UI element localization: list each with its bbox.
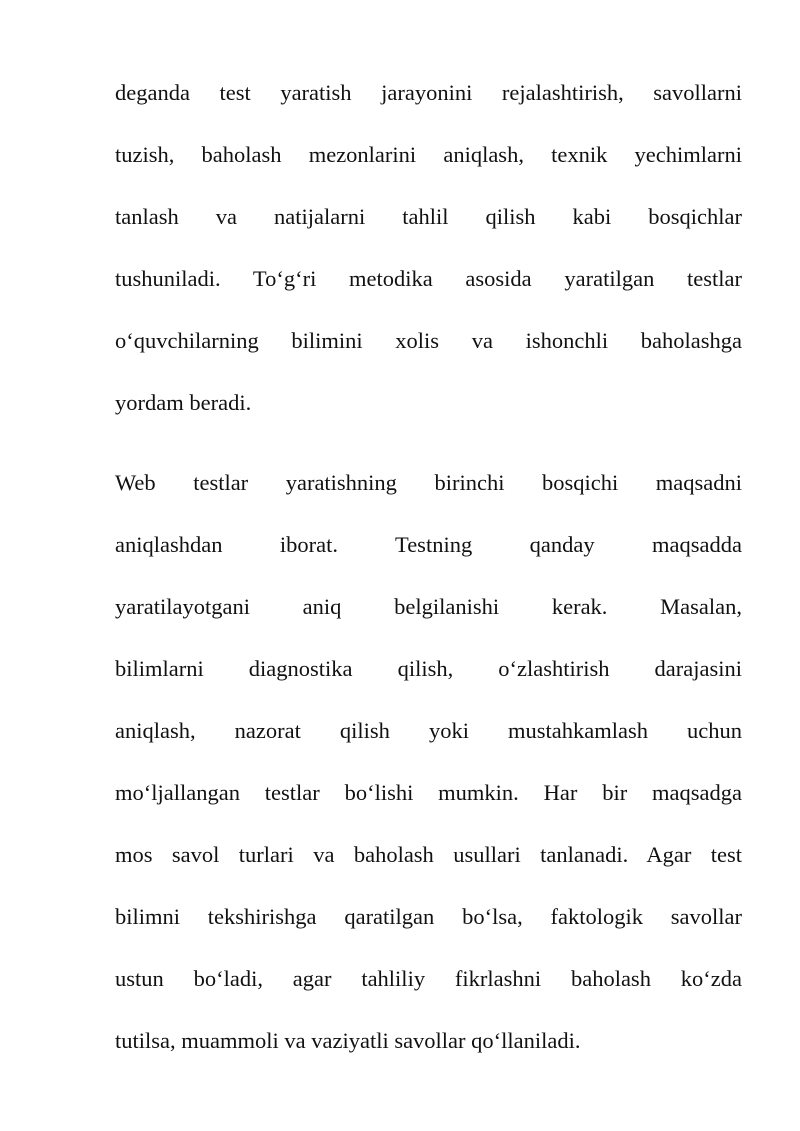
text-line: aniqlashdan iborat. Testning qanday maqsadda <box>115 532 742 557</box>
text-line: tanlash va natijalarni tahlil qilish kabi bosqichlar <box>115 204 742 229</box>
text-line: Web testlar yaratishning birinchi bosqichi maqsadni <box>115 470 742 495</box>
paragraph-2 <box>115 452 742 1072</box>
text-line: yaratilayotgani aniq belgilanishi kerak. Masalan, <box>115 594 742 619</box>
text-line: o‘quvchilarning bilimini xolis va ishonchli baholashga <box>115 328 742 353</box>
document-page <box>115 62 742 1072</box>
text-line: bilimni tekshirishga qaratilgan bo‘lsa, faktologik savollar <box>115 904 742 929</box>
text-line: yordam beradi. <box>115 390 252 415</box>
text-line: ustun bo‘ladi, agar tahliliy fikrlashni baholash ko‘zda <box>115 966 742 991</box>
text-line: tuzish, baholash mezonlarini aniqlash, texnik yechimlarni <box>115 142 742 167</box>
text-line: deganda test yaratish jarayonini rejalashtirish, savollarni <box>115 80 742 105</box>
text-line: tushuniladi. To‘g‘ri metodika asosida yaratilgan testlar <box>115 266 742 291</box>
text-line: mo‘ljallangan testlar bo‘lishi mumkin. Har bir maqsadga <box>115 780 742 805</box>
text-line: aniqlash, nazorat qilish yoki mustahkamlash uchun <box>115 718 742 743</box>
paragraph-1 <box>115 62 742 434</box>
paragraph-spacing <box>115 434 742 452</box>
text-line: tutilsa, muammoli va vaziyatli savollar qo‘llaniladi. <box>115 1028 581 1053</box>
text-line: bilimlarni diagnostika qilish, o‘zlashtirish darajasini <box>115 656 742 681</box>
text-line: mos savol turlari va baholash usullari tanlanadi. Agar test <box>115 842 742 867</box>
